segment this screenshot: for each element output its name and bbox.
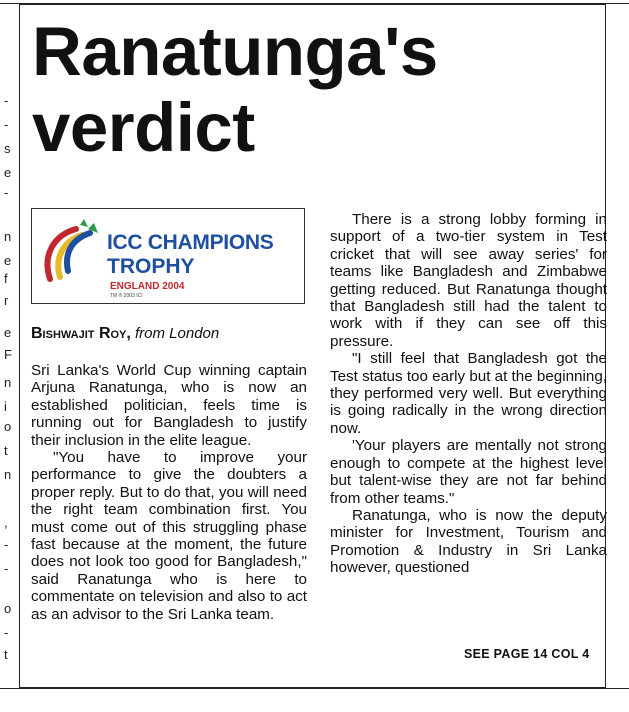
fragment-text: t bbox=[4, 647, 8, 662]
paragraph: Sri Lanka's World Cup winning captain Arjuna Ranatunga, who is now an established politician, feels time is running out for Bangladesh to justify their inclusion in the elite league. bbox=[31, 362, 307, 449]
fragment-text: f bbox=[4, 271, 8, 286]
fragment-text: i bbox=[4, 399, 7, 414]
swoosh-icon bbox=[36, 215, 106, 297]
fragment-text: r bbox=[4, 293, 9, 308]
bottom-rule bbox=[0, 688, 629, 689]
headline-line-2: verdict bbox=[32, 89, 255, 166]
author-location: from London bbox=[130, 325, 220, 342]
fragment-text: e bbox=[4, 165, 12, 180]
fragment-text: F bbox=[4, 347, 12, 362]
fragment-text: , bbox=[4, 515, 8, 530]
headline-line-1: Ranatunga's bbox=[32, 13, 438, 90]
author-name: Bishwajit Roy, bbox=[31, 325, 131, 342]
fragment-text: e bbox=[4, 325, 12, 340]
fragment-text: - bbox=[4, 537, 9, 552]
fragment-text: n bbox=[4, 467, 12, 482]
article-column-2 bbox=[330, 211, 607, 577]
paragraph: There is a strong lobby forming in support of a two-tier system in Test cricket that will see away series' for teams like Bangladesh and Zimbabwe getting reduced. But Ranatunga thought that Bangladesh still had the talent to work with if they can see off this pressure. bbox=[330, 211, 607, 350]
paragraph: "I still feel that Bangladesh got the Test status too early but at the beginning, they performed very well. But everything is going radically in the wrong direction now. bbox=[330, 350, 607, 437]
icc-champions-trophy-logo bbox=[31, 208, 305, 304]
byline bbox=[31, 325, 311, 343]
paragraph: Ranatunga, who is now the deputy minister for Investment, Tourism and Promotion & Industry in Sri Lanka however, questioned bbox=[330, 506, 607, 577]
fragment-text: - bbox=[4, 93, 9, 108]
fragment-text: s bbox=[4, 141, 11, 156]
paragraph: "You have to improve your performance to give the doubters a proper reply. But to do that, you will need the right team combination first. You must come out of this struggling phase fast because at the moment, the future does not look too good for Bangladesh," said Ranatunga who is here to commentate on television and also to act as an advisor to the Sri Lanka team. bbox=[31, 449, 307, 623]
headline bbox=[32, 14, 602, 166]
fragment-text: - bbox=[4, 561, 9, 576]
logo-trademark: TM ® 2003 ICI bbox=[110, 293, 143, 299]
paragraph: 'Your players are mentally not strong enough to compete at the highest level but talent-wise they are not far behind from other teams." bbox=[330, 437, 607, 507]
adjacent-column-fragment bbox=[0, 80, 16, 680]
article-column-1 bbox=[31, 362, 307, 623]
logo-subtitle: TROPHY bbox=[107, 255, 195, 278]
fragment-text: - bbox=[4, 185, 9, 200]
logo-host: ENGLAND 2004 bbox=[110, 281, 185, 292]
fragment-text: - bbox=[4, 117, 9, 132]
fragment-text: o bbox=[4, 601, 12, 616]
fragment-text: o bbox=[4, 419, 12, 434]
fragment-text: - bbox=[4, 625, 9, 640]
fragment-text: t bbox=[4, 443, 8, 458]
logo-title: ICC CHAMPIONS bbox=[107, 231, 274, 254]
fragment-text: n bbox=[4, 375, 12, 390]
fragment-text: n bbox=[4, 229, 12, 244]
continuation-note: SEE PAGE 14 COL 4 bbox=[464, 647, 590, 661]
fragment-text: e bbox=[4, 253, 12, 268]
